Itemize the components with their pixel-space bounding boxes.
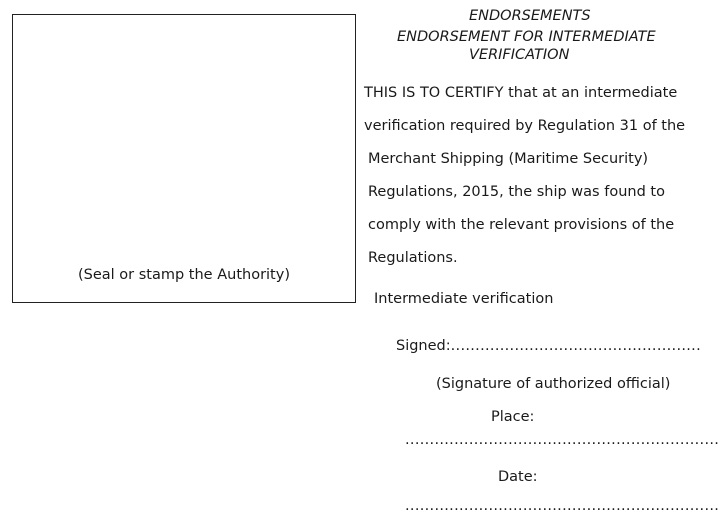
certify-text-line: verification required by Regulation 31 of the: [364, 118, 686, 134]
signed-dotted-line: ...................................................: [450, 338, 702, 354]
signature-caption: (Signature of authorized official): [436, 376, 671, 392]
certify-text-line: Merchant Shipping (Maritime Security): [368, 151, 649, 167]
seal-stamp-box: [12, 14, 356, 303]
endorsement-subtitle-line2: VERIFICATION: [469, 47, 570, 63]
place-label: Place:: [491, 409, 535, 425]
signed-label: Signed:: [396, 338, 451, 354]
signed-field: [396, 338, 701, 354]
endorsements-title: ENDORSEMENTS: [469, 8, 591, 24]
certify-text-line: THIS IS TO CERTIFY that at an intermediate: [364, 85, 678, 101]
certify-text-line: comply with the relevant provisions of the: [368, 217, 675, 233]
certify-text-line: Regulations.: [368, 250, 458, 266]
date-label: Date:: [498, 469, 538, 485]
date-dotted-line: ................................................................: [405, 498, 720, 514]
certify-text-line: Regulations, 2015, the ship was found to: [368, 184, 665, 200]
place-dotted-line: ................................................................: [405, 432, 720, 448]
seal-caption: (Seal or stamp the Authority): [78, 267, 290, 283]
endorsement-subtitle-line1: ENDORSEMENT FOR INTERMEDIATE: [397, 29, 656, 45]
intermediate-verification-label: Intermediate verification: [374, 291, 554, 307]
